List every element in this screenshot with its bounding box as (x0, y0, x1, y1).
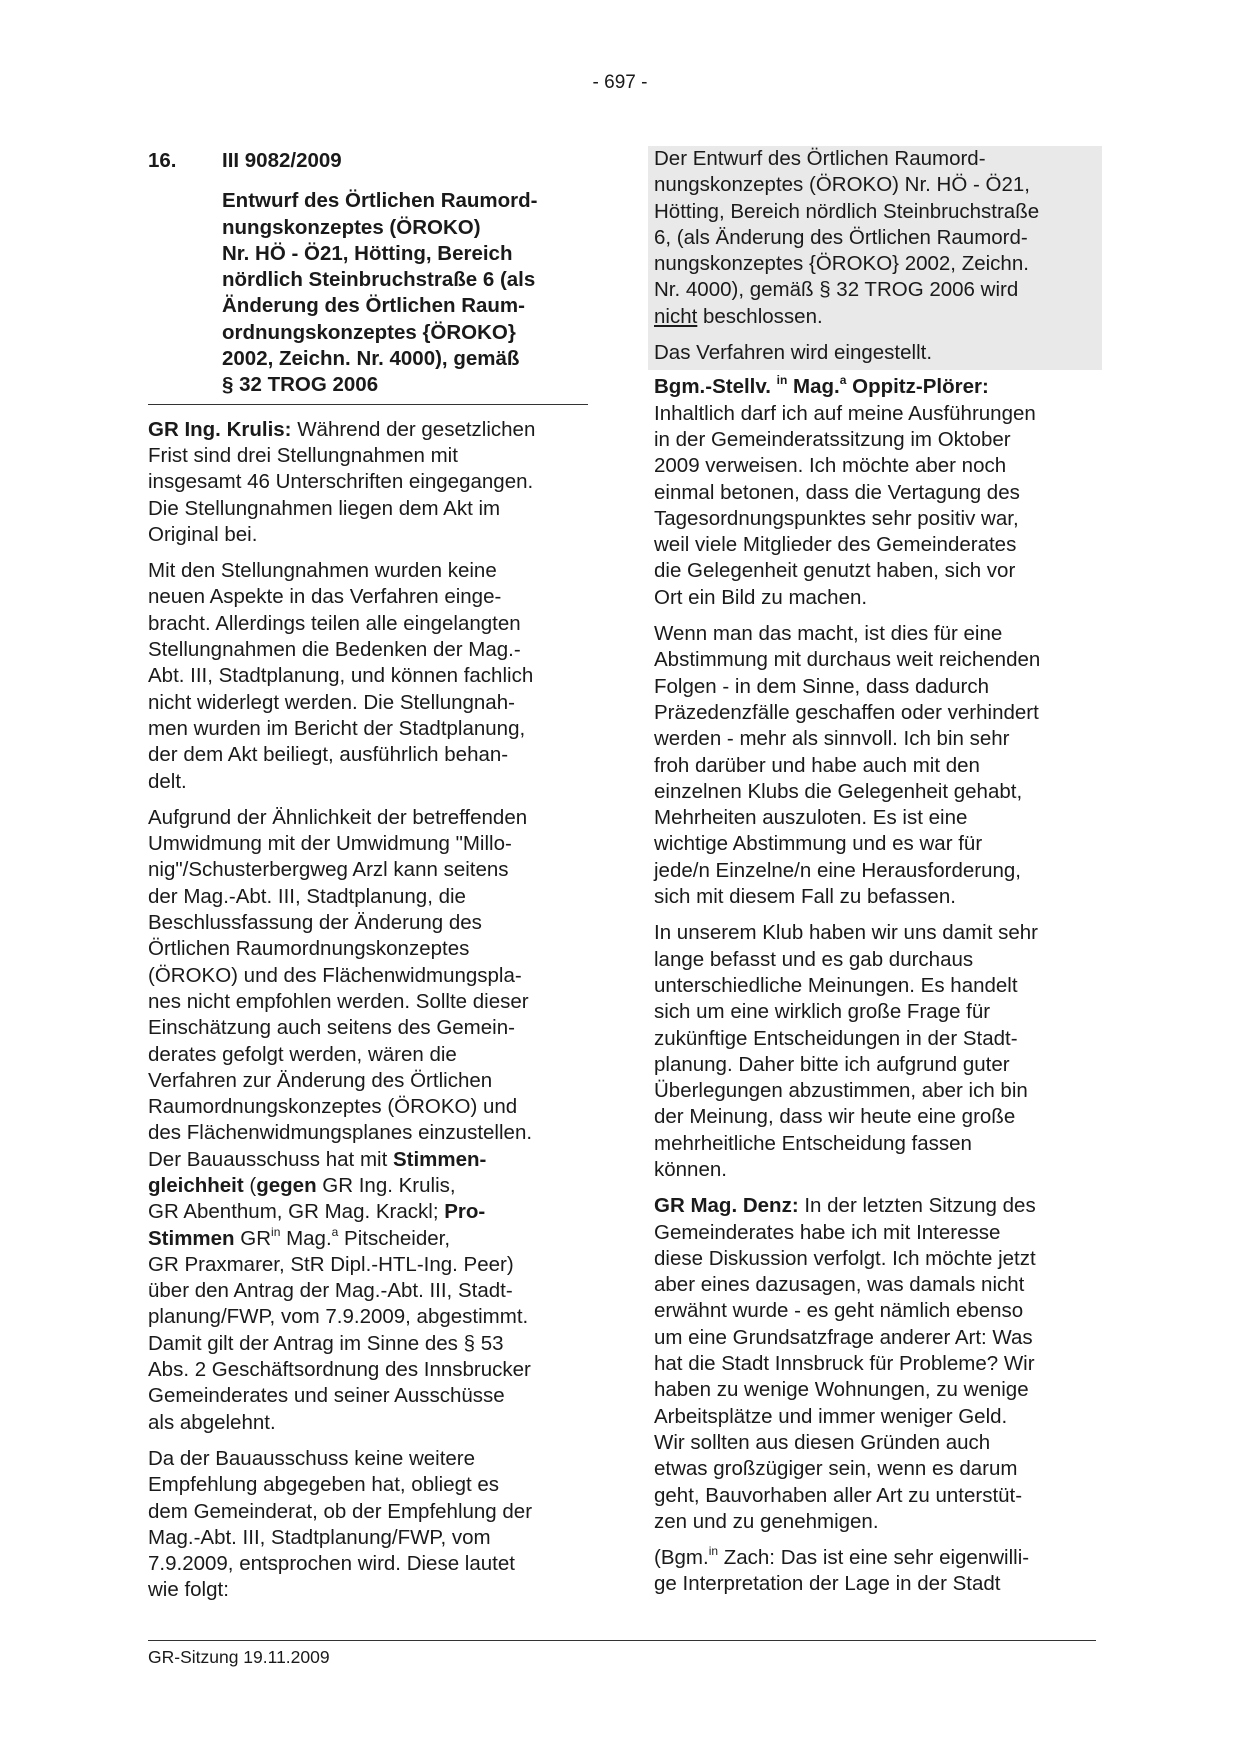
paragraph-line (148, 1199, 588, 1225)
paragraph-line: hat die Stadt Innsbruck für Probleme? Wir (654, 1352, 1035, 1376)
paragraph-line: Stellungnahmen die Bedenken der Mag.- (148, 638, 521, 662)
paragraph-aehnlichkeit (148, 805, 588, 1436)
paragraph-line: diese Diskussion verfolgt. Ich möchte jetzt (654, 1246, 1036, 1270)
paragraph-line (654, 1545, 1096, 1571)
text-run: GR Ing. Krulis, (316, 1173, 456, 1197)
paragraph-line: ge Interpretation der Lage in der Stadt (654, 1572, 1001, 1596)
paragraph-line: etwas großzügiger sein, wenn es darum (654, 1457, 1018, 1481)
paragraph-krulis-statement (148, 417, 588, 548)
paragraph-empfehlung (148, 1446, 588, 1604)
paragraph-line: Einschätzung auch seitens des Gemein- (148, 1016, 515, 1040)
paragraph-line: men wurden im Bericht der Stadtplanung, (148, 716, 526, 740)
paragraph-line: Beschlussfassung der Änderung des (148, 911, 482, 935)
paragraph-line: Verfahren zur Änderung des Örtlichen (148, 1068, 493, 1092)
paragraph-line: In unserem Klub haben wir uns damit sehr (654, 921, 1039, 945)
paragraph-line: Mit den Stellungnahmen wurden keine (148, 559, 497, 583)
paragraph-line: die Gelegenheit genutzt haben, sich vor (654, 559, 1016, 583)
paragraph-line: um eine Grundsatzfrage anderer Art: Was (654, 1325, 1033, 1349)
paragraph-line: 6, (als Änderung des Örtlichen Raumord- (654, 225, 1028, 249)
text-run: GR Abenthum, GR Mag. Krackl; (148, 1200, 445, 1224)
paragraph-line: geht, Bauvorhaben aller Art zu unterstüt- (654, 1483, 1023, 1507)
paragraph-line: Raumordnungskonzeptes (ÖROKO) und (148, 1095, 518, 1119)
paragraph-line: bracht. Allerdings teilen alle eingelangten (148, 611, 521, 635)
paragraph-line: Inhaltlich darf ich auf meine Ausführungen (654, 401, 1036, 425)
paragraph-line (654, 1193, 1096, 1219)
text-run: ( (243, 1173, 257, 1197)
paragraph-line: der dem Akt beiliegt, ausführlich behan- (148, 743, 509, 767)
motion-closing (654, 340, 1096, 368)
paragraph-line: können. (654, 1157, 727, 1181)
paragraph-line: sich um eine wirklich große Frage für (654, 1000, 991, 1024)
paragraph-line: der Meinung, dass wir heute eine große (654, 1105, 1016, 1129)
paragraph-line: Präzedenzfälle geschaffen oder verhindert (654, 700, 1039, 724)
paragraph-line: jede/n Einzelne/n eine Herausforderung, (654, 858, 1021, 882)
paragraph-line: froh darüber und habe auch mit den (654, 753, 980, 777)
paragraph-line: Wir sollten aus diesen Gründen auch (654, 1430, 991, 1454)
paragraph-line: planung. Daher bitte ich aufgrund guter (654, 1052, 1010, 1076)
agenda-title-line: Entwurf des Örtlichen Raumord- (222, 189, 538, 213)
paragraph-line: als abgelehnt. (148, 1410, 276, 1434)
paragraph-line: Wenn man das macht, ist dies für eine (654, 622, 1003, 646)
paragraph-line: Der Entwurf des Örtlichen Raumord- (654, 147, 986, 170)
paragraph-line: haben zu wenige Wohnungen, zu wenige (654, 1378, 1029, 1402)
paragraph-line: Hötting, Bereich nördlich Steinbruchstraße (654, 199, 1040, 223)
paragraph-line: lange befasst und es gab durchaus (654, 947, 974, 971)
paragraph-line: aber eines dazusagen, was damals nicht (654, 1273, 1025, 1297)
motion-paragraph (654, 146, 1096, 330)
paragraph-line: neuen Aspekte in das Verfahren einge- (148, 585, 502, 609)
superscript: in (776, 373, 788, 388)
paragraph-line: Gemeinderates habe ich mit Interesse (654, 1220, 1001, 1244)
paragraph-line: weil viele Mitglieder des Gemeinderates (654, 533, 1017, 557)
page-footer (148, 1640, 1096, 1667)
paragraph-line: nungskonzeptes (ÖROKO) Nr. HÖ - Ö21, (654, 173, 1030, 197)
paragraph-line: 2009 verweisen. Ich möchte aber noch (654, 454, 1007, 478)
paragraph-line: Abs. 2 Geschäftsordnung des Innsbrucker (148, 1358, 531, 1382)
paragraph-line: zen und zu genehmigen. (654, 1509, 879, 1533)
superscript: in (271, 1224, 281, 1239)
text-run: GR (234, 1226, 272, 1250)
paragraph-line: Da der Bauausschuss keine weitere (148, 1446, 476, 1470)
speaker-name: GR Mag. Denz: (654, 1194, 799, 1218)
speaker-name: GR Ing. Krulis: (148, 417, 292, 441)
agenda-title-line: nördlich Steinbruchstraße 6 (als (222, 268, 536, 292)
agenda-item-number: 16. (148, 149, 177, 172)
bold-run: Pro- (444, 1200, 486, 1224)
paragraph-line (148, 1226, 588, 1252)
paragraph-klub (654, 920, 1096, 1183)
paragraph-line: GR Praxmarer, StR Dipl.-HTL-Ing. Peer) (148, 1252, 514, 1276)
paragraph-line: Mag.-Abt. III, Stadtplanung/FWP, vom (148, 1525, 491, 1549)
superscript: a (331, 1224, 339, 1239)
paragraph-line: Abstimmung mit durchaus weit reichenden (654, 648, 1041, 672)
paragraph-line: Abt. III, Stadtplanung, und können fachlich (148, 664, 534, 688)
paragraph-line: nes nicht empfohlen werden. Sollte dieser (148, 989, 529, 1013)
paragraph-line: Tagesordnungspunktes sehr positiv war, (654, 506, 1019, 530)
agenda-item-reference: III 9082/2009 (222, 149, 342, 172)
paragraph-line: sich mit diesem Fall zu befassen. (654, 885, 956, 909)
text-run: (Bgm. (654, 1546, 709, 1570)
paragraph-line: (ÖROKO) und des Flächenwidmungspla- (148, 963, 522, 987)
paragraph-line: Empfehlung abgegeben hat, obliegt es (148, 1473, 500, 1497)
agenda-title-line: § 32 TROG 2006 (222, 373, 379, 397)
speaker-name (654, 374, 1096, 400)
paragraph-line: der Mag.-Abt. III, Stadtplanung, die (148, 884, 466, 908)
paragraph-line: Nr. 4000), gemäß § 32 TROG 2006 wird (654, 278, 1019, 302)
footer-session-date: GR-Sitzung 19.11.2009 (148, 1647, 330, 1667)
paragraph-line: Gemeinderates und seiner Ausschüsse (148, 1384, 505, 1408)
paragraph-line: Die Stellungnahmen liegen dem Akt im (148, 496, 501, 520)
paragraph-line: zukünftige Entscheidungen in der Stadt- (654, 1026, 1018, 1050)
paragraph-line (148, 1173, 588, 1199)
superscript: a (839, 373, 847, 388)
paragraph-line: Örtlichen Raumordnungskonzeptes (148, 937, 470, 961)
paragraph-line: delt. (148, 769, 187, 793)
right-column (654, 148, 1096, 1608)
paragraph-line: über den Antrag der Mag.-Abt. III, Stadt- (148, 1279, 513, 1303)
paragraph-line: werden - mehr als sinnvoll. Ich bin sehr (654, 727, 1010, 751)
text-run: In der letzten Sitzung des (798, 1194, 1036, 1218)
underlined-run: nicht (654, 304, 698, 328)
paragraph-line: Ort ein Bild zu machen. (654, 585, 868, 609)
bold-run: gegen (256, 1173, 317, 1197)
agenda-title-line: Änderung des Örtlichen Raum- (222, 294, 525, 318)
paragraph-zach-interjection (654, 1545, 1096, 1598)
paragraph-denz-statement (654, 1193, 1096, 1535)
paragraph-line: Umwidmung mit der Umwidmung "Millo- (148, 832, 512, 856)
text-run: Zach: Das ist eine sehr eigenwilli- (718, 1546, 1030, 1570)
paragraph-line: wie folgt: (148, 1578, 229, 1602)
bold-run: gleichheit (148, 1173, 244, 1197)
paragraph-line: nig"/Schusterbergweg Arzl kann seitens (148, 858, 509, 882)
agenda-item-title (222, 188, 588, 398)
paragraph-line: dem Gemeinderat, ob der Empfehlung der (148, 1499, 533, 1523)
paragraph-line: nungskonzeptes {ÖROKO} 2002, Zeichn. (654, 252, 1029, 276)
paragraph-line: Damit gilt der Antrag im Sinne des § 53 (148, 1331, 504, 1355)
text-run: Der Bauausschuss hat mit (148, 1147, 393, 1171)
paragraph-line: insgesamt 46 Unterschriften eingegangen. (148, 470, 534, 494)
paragraph-line (148, 417, 588, 443)
paragraph-line: einmal betonen, dass die Vertagung des (654, 480, 1020, 504)
paragraph-line: planung/FWP, vom 7.9.2009, abgestimmt. (148, 1305, 529, 1329)
page-number: - 697 - (592, 72, 648, 93)
bold-run: Stimmen- (392, 1147, 487, 1171)
paragraph-line: Aufgrund der Ähnlichkeit der betreffenden (148, 805, 528, 829)
agenda-item-header (148, 148, 588, 405)
text-run: Während der gesetzlichen (291, 417, 536, 441)
text-run: Mag. (280, 1226, 332, 1250)
paragraph-line: unterschiedliche Meinungen. Es handelt (654, 973, 1018, 997)
paragraph-line: Folgen - in dem Sinne, dass dadurch (654, 674, 990, 698)
superscript: in (708, 1544, 719, 1559)
paragraph-line: Überlegungen abzustimmen, aber ich bin (654, 1079, 1028, 1103)
motion-text-box (648, 146, 1102, 370)
paragraph-line: einzelnen Klubs die Gelegenheit gehabt, (654, 779, 1023, 803)
text-run: beschlossen. (697, 304, 823, 328)
agenda-title-line: ordnungskonzeptes {ÖROKO} (222, 320, 516, 344)
paragraph-line: Arbeitsplätze und immer weniger Geld. (654, 1404, 1008, 1428)
text-run: Bgm.-Stellv. (654, 375, 771, 399)
paragraph-line: 7.9.2009, entsprochen wird. Diese lautet (148, 1552, 515, 1576)
paragraph-line: mehrheitliche Entscheidung fassen (654, 1131, 972, 1155)
left-column (148, 148, 588, 1614)
paragraph-line: in der Gemeinderatssitzung im Oktober (654, 427, 1011, 451)
paragraph-line (654, 304, 1096, 330)
paragraph-line: Das Verfahren wird eingestellt. (654, 341, 933, 365)
text-run: Pitscheider, (338, 1226, 451, 1250)
text-run: Mag. (787, 375, 840, 399)
bold-run: Stimmen (148, 1226, 235, 1250)
paragraph-line (148, 1147, 588, 1173)
paragraph-line: erwähnt wurde - es geht nämlich ebenso (654, 1299, 1024, 1323)
agenda-title-line: Nr. HÖ - Ö21, Hötting, Bereich (222, 241, 513, 265)
paragraph-line: Mehrheiten auszuloten. Es ist eine (654, 806, 968, 830)
agenda-title-line: nungskonzeptes (ÖROKO) (222, 215, 481, 239)
paragraph-oppitz-ploerer (654, 374, 1096, 611)
paragraph-line: des Flächenwidmungsplanes einzustellen. (148, 1121, 533, 1145)
paragraph-stellungnahmen (148, 558, 588, 795)
agenda-title-line: 2002, Zeichn. Nr. 4000), gemäß (222, 347, 520, 371)
text-run: Oppitz-Plörer: (846, 375, 989, 399)
paragraph-line: Original bei. (148, 522, 258, 546)
paragraph-line: nicht widerlegt werden. Die Stellungnah- (148, 690, 515, 714)
paragraph-line: wichtige Abstimmung und es war für (654, 832, 983, 856)
paragraph-line: derates gefolgt werden, wären die (148, 1042, 457, 1066)
paragraph-line: Frist sind drei Stellungnahmen mit (148, 443, 458, 467)
paragraph-abstimmung (654, 621, 1096, 910)
